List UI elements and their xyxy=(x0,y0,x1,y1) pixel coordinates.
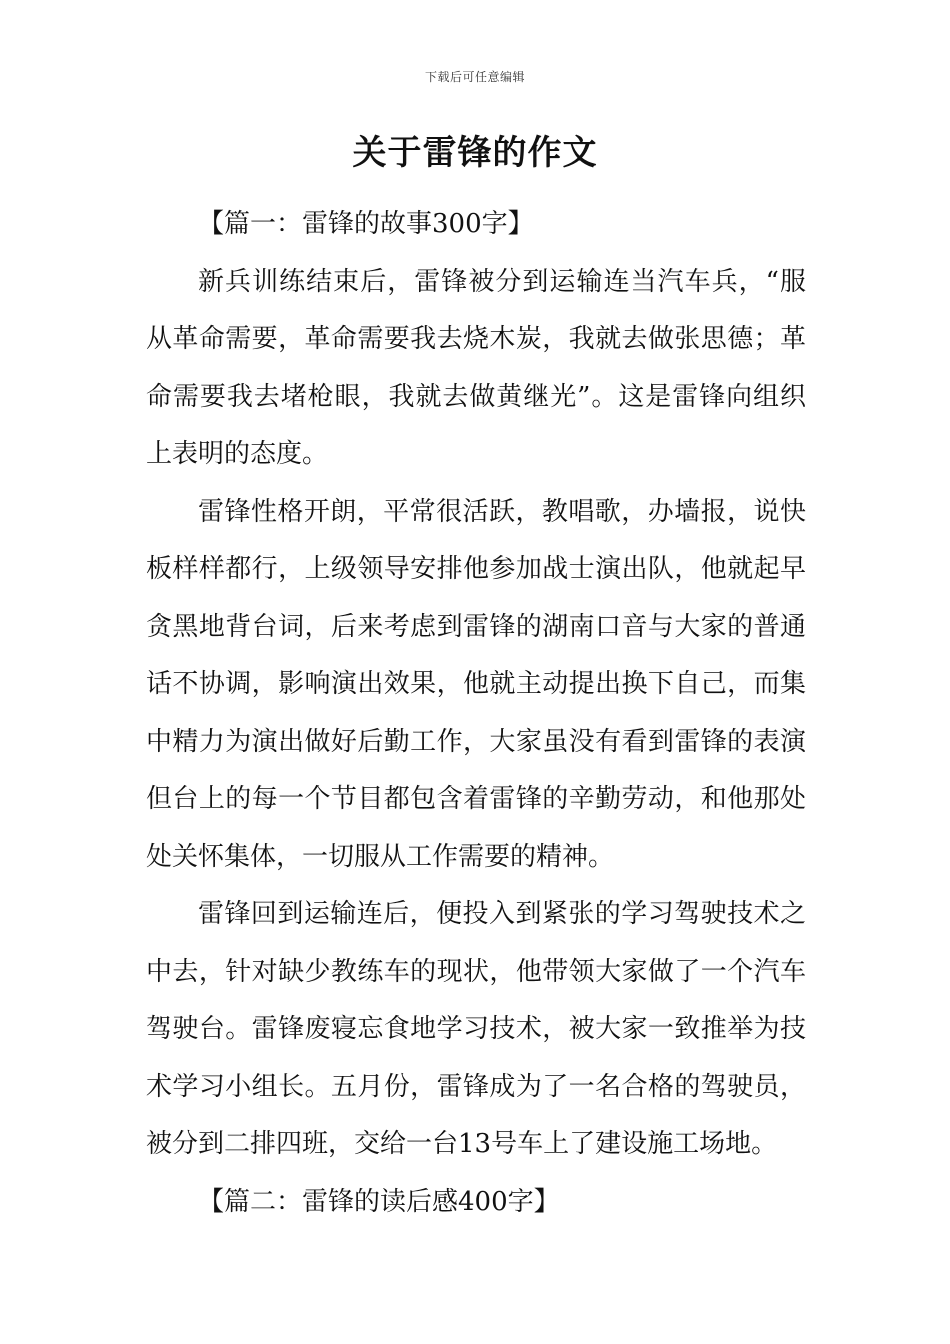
page-title: 关于雷锋的作文 xyxy=(352,133,598,173)
paragraph-1: 新兵训练结束后，雷锋被分到运输连当汽车兵，“服从革命需要，革命需要我去烧木炭，我就去做张思德；革命需要我去堵枪眼，我就去做黄继光”。这是雷锋向组织上表明的态度。 xyxy=(146,266,806,469)
document-body xyxy=(146,196,806,1231)
section-heading-1: 【篇一：雷锋的故事300字】 xyxy=(198,209,534,239)
section-heading-2: 【篇二：雷锋的读后感400字】 xyxy=(198,1186,560,1217)
paragraph-2: 雷锋性格开朗，平常很活跃，教唱歌，办墙报，说快板样样都行，上级领导安排他参加战士演出队，他就起早贪黑地背台词，后来考虑到雷锋的湖南口音与大家的普通话不协调，影响演出效果，他就主动提出换下自己，而集中精力为演出做好后勤工作，大家虽没有看到雷锋的表演但台上的每一个节目都包含着雷锋的辛勤劳动，和他那处处关怀集体，一切服从工作需要的精神。 xyxy=(146,496,806,872)
header-note: 下载后可任意编辑 xyxy=(424,70,525,84)
paragraph-3: 雷锋回到运输连后，便投入到紧张的学习驾驶技术之中去，针对缺少教练车的现状，他带领大家做了一个汽车驾驶台。雷锋废寝忘食地学习技术，被大家一致推举为技术学习小组长。五月份，雷锋成为了一名合格的驾驶员，被分到二排四班，交给一台13号车上了建设施工场地。 xyxy=(146,899,806,1159)
